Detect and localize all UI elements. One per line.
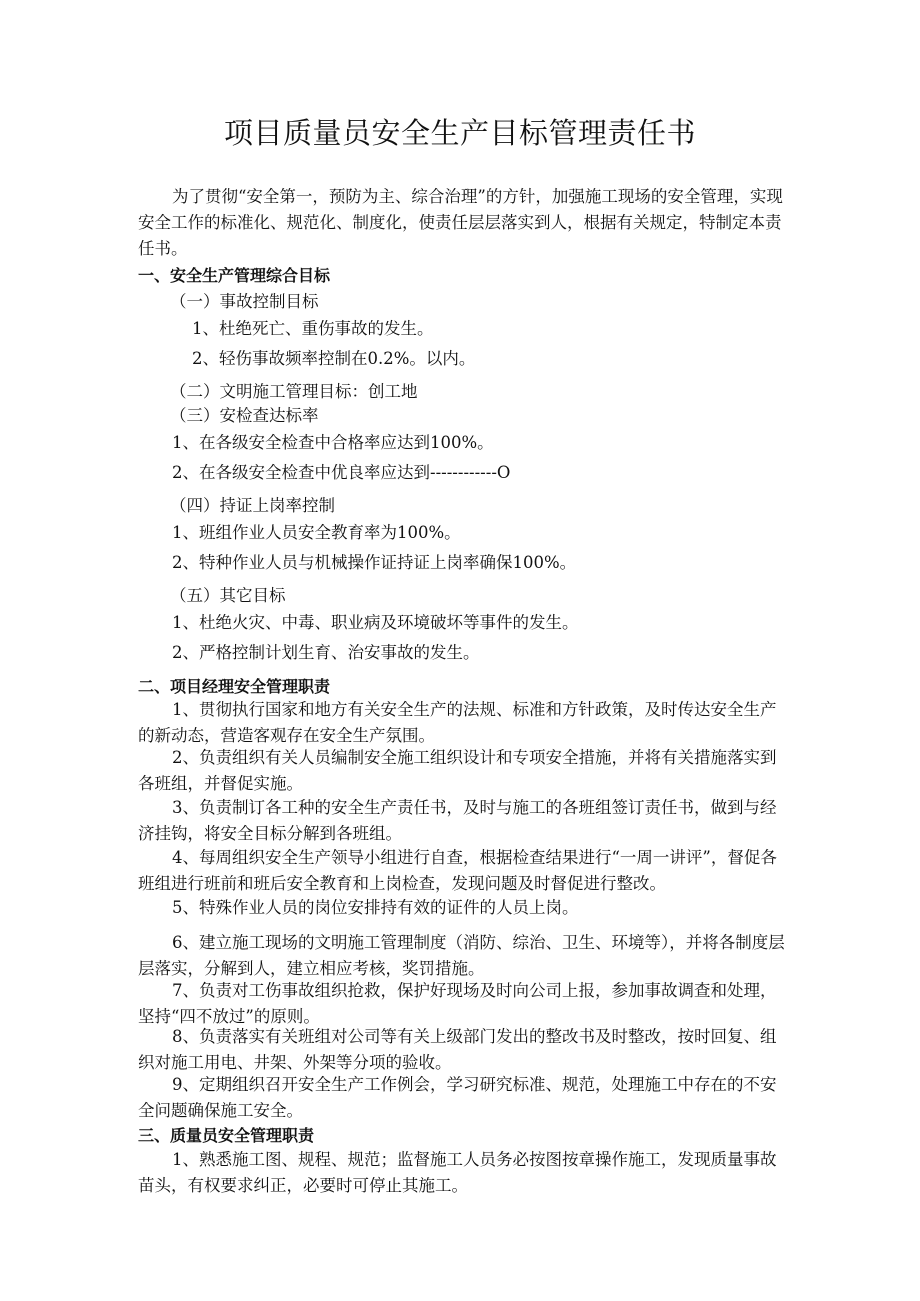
section3-item: 1、熟悉施工图、规程、规范；监督施工人员务必按图按章操作施工，发现质量事故苗头，有权要求纠正，必要时可停止其施工。 bbox=[138, 1150, 777, 1195]
section1-sub1-item: 2、轻伤事故频率控制在0.2%。以内。 bbox=[192, 349, 476, 368]
section1-sub4-item: 1、班组作业人员安全教育率为100%。 bbox=[172, 523, 461, 542]
section1-sub1: （一）事故控制目标 bbox=[170, 292, 319, 311]
section3-heading: 三、质量员安全管理职责 bbox=[138, 1126, 315, 1145]
section2-heading: 二、项目经理安全管理职责 bbox=[138, 677, 331, 696]
section1-sub1-item: 1、杜绝死亡、重伤事故的发生。 bbox=[192, 319, 434, 338]
intro-paragraph: 为了贯彻“安全第一，预防为主、综合治理”的方针，加强施工现场的安全管理，实现安全工作的标准化、规范化、制度化，使责任层层落实到人，根据有关规定，特制定本责任书。 bbox=[138, 187, 783, 258]
document-title: 项目质量员安全生产目标管理责任书 bbox=[223, 116, 696, 150]
section1-heading: 一、安全生产管理综合目标 bbox=[138, 266, 331, 285]
section1-sub5: （五）其它目标 bbox=[170, 586, 286, 605]
section1-sub3-item: 2、在各级安全检查中优良率应达到------------O bbox=[172, 463, 511, 482]
section2-item: 8、负责落实有关班组对公司等有关上级部门发出的整改书及时整改，按时回复、组织对施工用电、井架、外架等分项的验收。 bbox=[138, 1027, 777, 1072]
section2-item: 5、特殊作业人员的岗位安排持有效的证件的人员上岗。 bbox=[172, 898, 579, 917]
section2-item: 1、贯彻执行国家和地方有关安全生产的法规、标准和方针政策，及时传达安全生产的新动态，营造客观存在安全生产氛围。 bbox=[138, 700, 777, 745]
section2-item: 2、负责组织有关人员编制安全施工组织设计和专项安全措施，并将有关措施落实到各班组，并督促实施。 bbox=[138, 748, 777, 793]
section1-sub2: （二）文明施工管理目标：创工地 bbox=[170, 382, 418, 401]
section2-item: 6、建立施工现场的文明施工管理制度（消防、综治、卫生、环境等），并将各制度层层落实，分解到人，建立相应考核，奖罚措施。 bbox=[138, 933, 785, 978]
section2-item: 7、负责对工伤事故组织抢救，保护好现场及时向公司上报，参加事故调查和处理，坚持“四不放过”的原则。 bbox=[138, 981, 777, 1026]
section1-sub5-item: 1、杜绝火灾、中毒、职业病及环境破坏等事件的发生。 bbox=[172, 613, 579, 632]
section2-item: 3、负责制订各工种的安全生产责任书，及时与施工的各班组签订责任书，做到与经济挂钩，将安全目标分解到各班组。 bbox=[138, 798, 777, 843]
section1-sub3-item: 1、在各级安全检查中合格率应达到100%。 bbox=[172, 433, 494, 452]
section1-sub3: （三）安检查达标率 bbox=[170, 406, 319, 425]
section2-item: 9、定期组织召开安全生产工作例会，学习研究标准、规范，处理施工中存在的不安全问题确保施工安全。 bbox=[138, 1075, 777, 1120]
section1-sub5-item: 2、严格控制计划生育、治安事故的发生。 bbox=[172, 643, 480, 662]
section2-item: 4、每周组织安全生产领导小组进行自查，根据检查结果进行“一周一讲评”，督促各班组进行班前和班后安全教育和上岗检查，发现问题及时督促进行整改。 bbox=[138, 848, 777, 893]
section1-sub4: （四）持证上岗率控制 bbox=[170, 496, 335, 515]
section1-sub4-item: 2、特种作业人员与机械操作证持证上岗率确保100%。 bbox=[172, 553, 577, 572]
